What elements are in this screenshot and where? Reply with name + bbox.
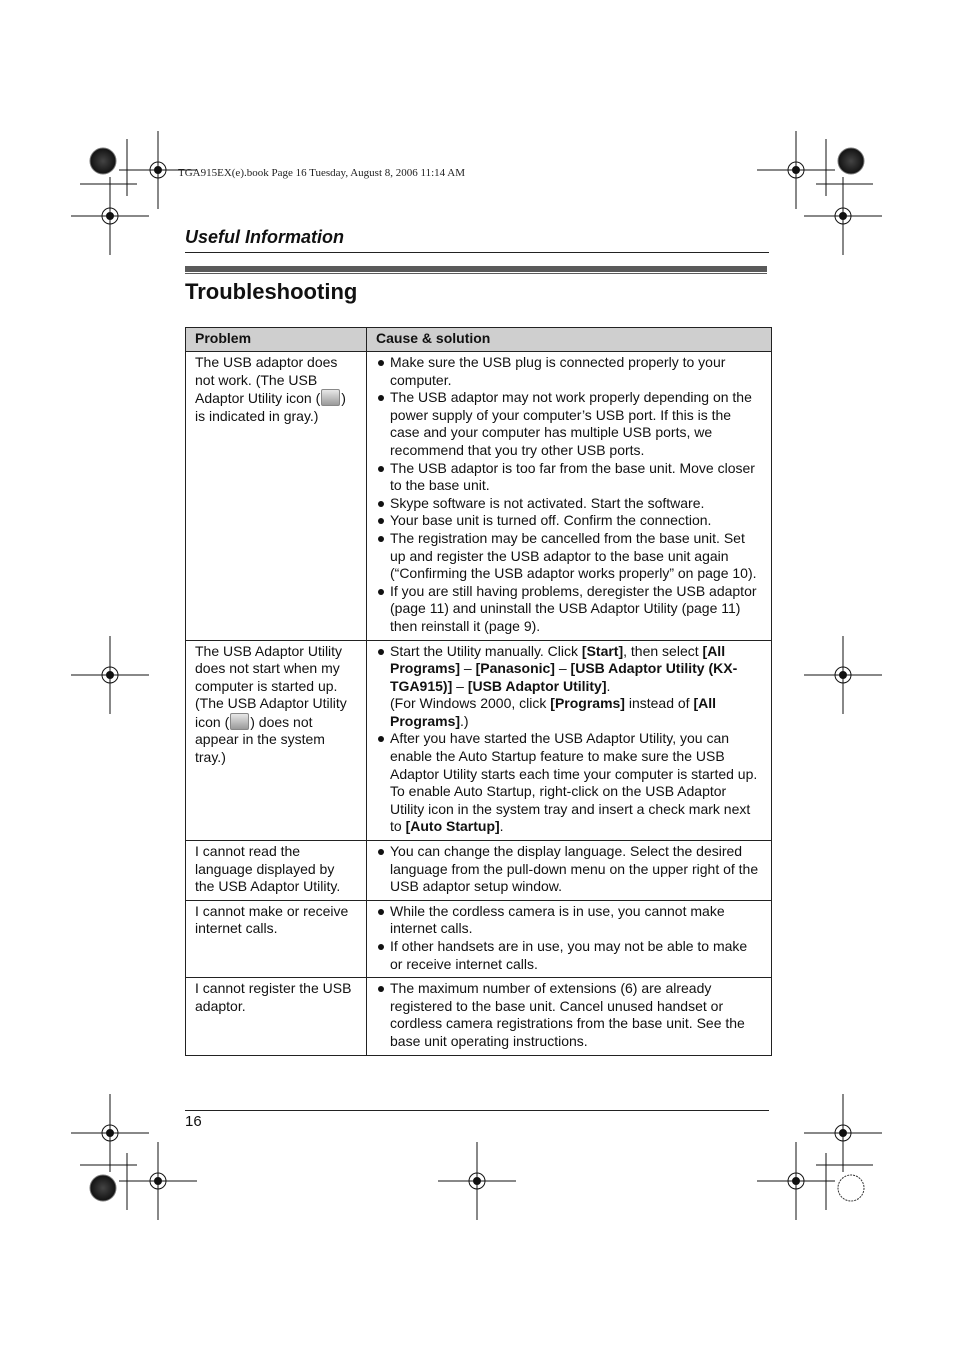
solution-item: Start the Utility manually. Click [Start], then select [All Programs] – [Panasonic] – [USB Adaptor Utility (KX-TGA915)] – [USB Adaptor Utility]. (For Windows 2000, click [Programs] instead of [All Programs].)	[376, 643, 762, 731]
solution-cell	[367, 978, 772, 1055]
solution-cell	[367, 841, 772, 901]
title-bar	[185, 266, 767, 272]
problem-cell: The USB Adaptor Utility does not start when my computer is started up. (The USB Adaptor Utility icon ( ) does not appear in the system tray.)	[186, 640, 367, 841]
solution-item: The USB adaptor is too far from the base unit. Move closer to the base unit.	[376, 460, 762, 495]
registration-mark	[757, 131, 835, 209]
menu-path-usb-adaptor-utility-folder: [USB Adaptor Utility (KX-TGA915)]	[390, 660, 738, 694]
footer-rule	[185, 1110, 769, 1111]
solution-item: If other handsets are in use, you may not be able to make or receive internet calls.	[376, 938, 762, 973]
registration-mark	[71, 1094, 149, 1172]
table-header-row	[186, 328, 772, 352]
solution-item: If you are still having problems, deregister the USB adaptor (page 11) and uninstall the USB Adaptor Utility (page 11) then reinstall it (page 9).	[376, 583, 762, 636]
registration-mark	[804, 1094, 882, 1172]
title-bar-underline	[185, 273, 767, 274]
menu-path-panasonic: [Panasonic]	[475, 660, 555, 677]
table-row	[186, 978, 772, 1055]
solution-item: Skype software is not activated. Start the software.	[376, 495, 762, 513]
table-row	[186, 900, 772, 977]
solution-item: The maximum number of extensions (6) are already registered to the base unit. Cancel unused handset or cordless camera registrations from the base unit. See the base unit operating instructions.	[376, 980, 762, 1050]
menu-item-auto-startup: [Auto Startup]	[405, 818, 500, 835]
problem-cell: I cannot make or receive internet calls.	[186, 900, 367, 977]
registration-mark	[804, 636, 882, 714]
troubleshooting-table	[185, 327, 772, 1056]
registration-mark	[438, 1142, 516, 1220]
registration-mark	[71, 636, 149, 714]
solution-item: Make sure the USB plug is connected properly to your computer.	[376, 354, 762, 389]
menu-path-programs: [Programs]	[550, 695, 625, 712]
solution-cell	[367, 352, 772, 641]
solution-item: The registration may be cancelled from the base unit. Set up and register the USB adaptor to the base unit again (“Confirming the USB adaptor works properly” on page 10).	[376, 530, 762, 583]
print-info-line: TGA915EX(e).book Page 16 Tuesday, August 8, 2006 11:14 AM	[178, 167, 466, 179]
color-wheel-top-right	[838, 148, 864, 174]
menu-path-usb-adaptor-utility: [USB Adaptor Utility]	[467, 677, 607, 694]
registration-mark	[71, 177, 149, 255]
table-row	[186, 352, 772, 641]
color-wheel-bottom-right	[838, 1175, 864, 1201]
column-header-problem: Problem	[186, 328, 367, 352]
usb-adaptor-utility-icon	[230, 713, 249, 730]
menu-path-all-programs: [All Programs]	[390, 642, 726, 677]
menu-path-start: [Start]	[581, 642, 624, 659]
menu-path-all-programs: [All Programs]	[390, 695, 717, 729]
registration-mark	[119, 1142, 197, 1220]
usb-adaptor-utility-icon	[321, 389, 340, 406]
table-row	[186, 841, 772, 901]
column-header-cause-solution: Cause & solution	[367, 328, 772, 352]
page-title: Troubleshooting	[185, 279, 358, 304]
table-row	[186, 640, 772, 841]
color-wheel-top-left	[90, 148, 116, 174]
registration-mark	[757, 1142, 835, 1220]
section-title: Useful Information	[185, 227, 345, 247]
solution-cell	[367, 900, 772, 977]
header-rule	[185, 252, 769, 253]
problem-cell: I cannot read the language displayed by the USB Adaptor Utility.	[186, 841, 367, 901]
solution-item: Your base unit is turned off. Confirm the connection.	[376, 512, 762, 530]
solution-cell	[367, 640, 772, 841]
color-wheel-bottom-left	[90, 1175, 116, 1201]
problem-cell: The USB adaptor does not work. (The USB Adaptor Utility icon ( ) is indicated in gray.)	[186, 352, 367, 641]
solution-item: You can change the display language. Select the desired language from the pull-down menu on the upper right of the USB adaptor setup window.	[376, 843, 762, 896]
registration-mark	[804, 177, 882, 255]
page-number: 16	[185, 1113, 202, 1130]
solution-item: The USB adaptor may not work properly depending on the power supply of your computer’s USB port. If this is the case and your computer has multiple USB ports, we recommend that you try other USB ports.	[376, 389, 762, 459]
problem-cell: I cannot register the USB adaptor.	[186, 978, 367, 1055]
solution-item: After you have started the USB Adaptor Utility, you can enable the Auto Startup feature to make sure the USB Adaptor Utility starts each time your computer is started up. To enable Auto Startup, right-click on the USB Adaptor Utility icon in the system tray and insert a check mark next to [Auto Startup].	[376, 730, 762, 836]
solution-item: While the cordless camera is in use, you cannot make internet calls.	[376, 903, 762, 938]
